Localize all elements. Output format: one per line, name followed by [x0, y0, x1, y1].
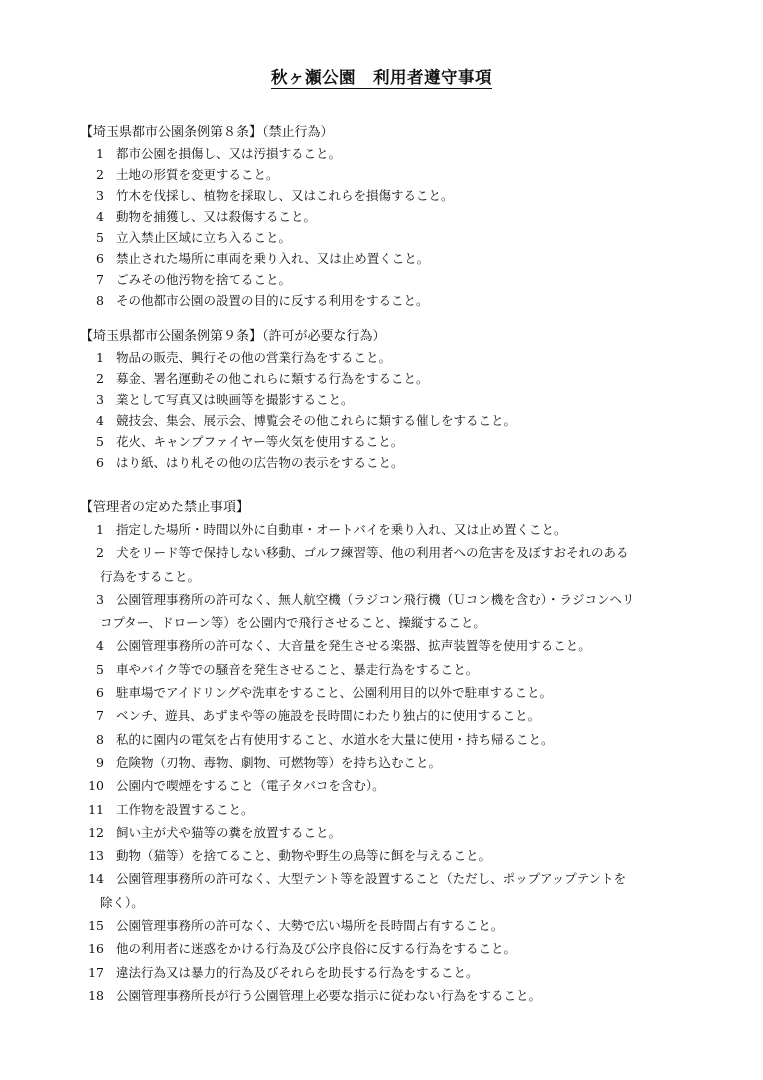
- list-item: [80, 368, 700, 389]
- list-item-continuation: 除く）。: [100, 894, 144, 910]
- item-text: 禁止された場所に車両を乗り入れ、又は止め置くこと。: [116, 251, 430, 266]
- item-number: 17: [88, 964, 104, 980]
- list-item: [80, 588, 700, 611]
- item-number: 8: [96, 731, 104, 747]
- list-item: [80, 452, 700, 473]
- item-text: 動物を捕獲し、又は殺傷すること。: [116, 209, 317, 224]
- section-article-9: [80, 326, 700, 473]
- item-number: 10: [88, 778, 104, 794]
- item-text: はり紙、はり札その他の広告物の表示をすること。: [116, 455, 404, 470]
- item-number: 6: [96, 251, 104, 266]
- item-number: 7: [96, 708, 104, 724]
- item-text: 飼い主が犬や猫等の糞を放置すること。: [116, 824, 342, 840]
- section-heading: 【埼玉県都市公園条例第８条】（禁止行為）: [80, 125, 334, 140]
- list-item: [80, 248, 700, 269]
- item-number: 3: [96, 188, 104, 203]
- item-text: 他の利用者に迷惑をかける行為及び公序良俗に反する行為をすること。: [116, 941, 517, 957]
- item-text: 立入禁止区域に立ち入ること。: [116, 230, 292, 245]
- item-number: 2: [96, 545, 104, 561]
- item-text: 花火、キャンプファイヤー等火気を使用すること。: [116, 434, 404, 449]
- item-text: 土地の形質を変更すること。: [116, 167, 279, 182]
- list-item: [80, 389, 700, 410]
- item-text: 公園管理事務所の許可なく、大音量を発生させる楽器、拡声装置等を使用すること。: [116, 638, 591, 654]
- list-item: [80, 681, 700, 704]
- item-text: 公園管理事務所の許可なく、無人航空機（ラジコン飛行機（Ｕコン機を含む）・ラジコンヘリ: [116, 591, 635, 607]
- list-item: [80, 751, 700, 774]
- item-number: 18: [88, 987, 104, 1003]
- list-item: [80, 518, 700, 541]
- title-text: 秋ヶ瀬公園 利用者遵守事項: [271, 68, 492, 87]
- list-item: [80, 269, 700, 290]
- item-number: 11: [88, 801, 104, 817]
- item-text: 公園管理事務所の許可なく、大型テント等を設置すること（ただし、ポップアップテントを: [116, 871, 627, 887]
- list-item: [80, 961, 700, 984]
- item-text: 競技会、集会、展示会、博覧会その他これらに類する催しをすること。: [116, 413, 517, 428]
- list-item: [80, 798, 700, 821]
- item-number: 15: [88, 918, 104, 934]
- item-number: 6: [96, 455, 104, 470]
- list-item: [80, 347, 700, 368]
- item-text: 物品の販売、興行その他の営業行為をすること。: [116, 350, 392, 365]
- item-number: 1: [96, 522, 104, 537]
- item-number: 5: [96, 661, 104, 677]
- list-item: [80, 821, 700, 844]
- section-article-8: [80, 122, 700, 311]
- item-number: 8: [96, 293, 104, 308]
- item-number: 4: [96, 638, 104, 654]
- item-number: 7: [96, 272, 104, 287]
- item-text: ごみその他汚物を捨てること。: [116, 272, 292, 287]
- item-number: 14: [88, 871, 104, 887]
- item-text: 工作物を設置すること。: [116, 801, 254, 817]
- list-item: [80, 704, 700, 727]
- list-item: [80, 431, 700, 452]
- item-text: ベンチ、遊具、あずまや等の施設を長時間にわたり独占的に使用すること。: [116, 708, 541, 724]
- item-number: 5: [96, 434, 104, 449]
- item-number: 2: [96, 371, 104, 386]
- item-number: 3: [96, 591, 104, 607]
- item-number: 12: [88, 824, 104, 840]
- list-item: [80, 634, 700, 657]
- list-item: [80, 290, 700, 311]
- item-text: 都市公園を損傷し、又は汚損すること。: [116, 146, 342, 161]
- list-item: [80, 728, 700, 751]
- list-item: [80, 867, 700, 890]
- list-item: [80, 164, 700, 185]
- list-item-continuation: 行為をすること。: [100, 568, 201, 584]
- item-number: 1: [96, 350, 104, 365]
- item-number: 4: [96, 413, 104, 428]
- item-text: 公園管理事務所の許可なく、大勢で広い場所を長時間占有すること。: [116, 918, 504, 934]
- item-text: 駐車場でアイドリングや洗車をすること、公園利用目的以外で駐車すること。: [116, 685, 553, 701]
- section-manager-rules: [80, 497, 700, 1007]
- list-item-continuation: コプター、ドローン等）を公園内で飛行させること、操縦すること。: [100, 615, 486, 631]
- list-item: [80, 774, 700, 797]
- item-text: 公園管理事務所長が行う公園管理上必要な指示に従わない行為をすること。: [116, 987, 542, 1003]
- list-item: [80, 541, 700, 564]
- list-item: [80, 410, 700, 431]
- page-title: [0, 64, 763, 88]
- item-number: 4: [96, 209, 104, 224]
- item-number: 1: [96, 146, 104, 161]
- item-number: 6: [96, 685, 104, 701]
- section-heading: 【管理者の定めた禁止事項】: [80, 500, 250, 515]
- item-number: 2: [96, 167, 104, 182]
- item-text: 公園内で喫煙をすること（電子タバコを含む）。: [116, 778, 385, 794]
- list-item: [80, 844, 700, 867]
- item-text: 募金、署名運動その他これらに類する行為をすること。: [116, 371, 429, 386]
- item-text: 犬をリード等で保持しない移動、ゴルフ練習等、他の利用者への危害を及ぼすおそれのある: [116, 545, 629, 561]
- list-item: [80, 206, 700, 227]
- item-text: 違法行為又は暴力的行為及びそれらを助長する行為をすること。: [116, 964, 479, 980]
- list-item: [80, 143, 700, 164]
- item-text: 業として写真又は映画等を撮影すること。: [116, 392, 354, 407]
- item-text: 竹木を伐採し、植物を採取し、又はこれらを損傷すること。: [116, 188, 454, 203]
- list-item: [80, 658, 700, 681]
- item-number: 5: [96, 230, 104, 245]
- item-number: 16: [88, 941, 104, 957]
- list-item: [80, 914, 700, 937]
- item-number: 3: [96, 392, 104, 407]
- item-text: その他都市公園の設置の目的に反する利用をすること。: [116, 293, 429, 308]
- item-text: 指定した場所・時間以外に自動車・オートバイを乗り入れ、又は止め置くこと。: [116, 522, 567, 537]
- item-text: 車やバイク等での騒音を発生させること、暴走行為をすること。: [116, 661, 479, 677]
- item-number: 13: [88, 848, 104, 864]
- list-item: [80, 984, 700, 1007]
- item-number: 9: [96, 754, 104, 770]
- item-text: 動物（猫等）を捨てること、動物や野生の鳥等に餌を与えること。: [116, 848, 492, 864]
- list-item: [80, 227, 700, 248]
- list-item: [80, 185, 700, 206]
- item-text: 危険物（刃物、毒物、劇物、可燃物等）を持ち込むこと。: [116, 754, 442, 770]
- section-heading: 【埼玉県都市公園条例第９条】（許可が必要な行為）: [80, 329, 386, 344]
- item-text: 私的に園内の電気を占有使用すること、水道水を大量に使用・持ち帰ること。: [116, 731, 554, 747]
- list-item: [80, 937, 700, 960]
